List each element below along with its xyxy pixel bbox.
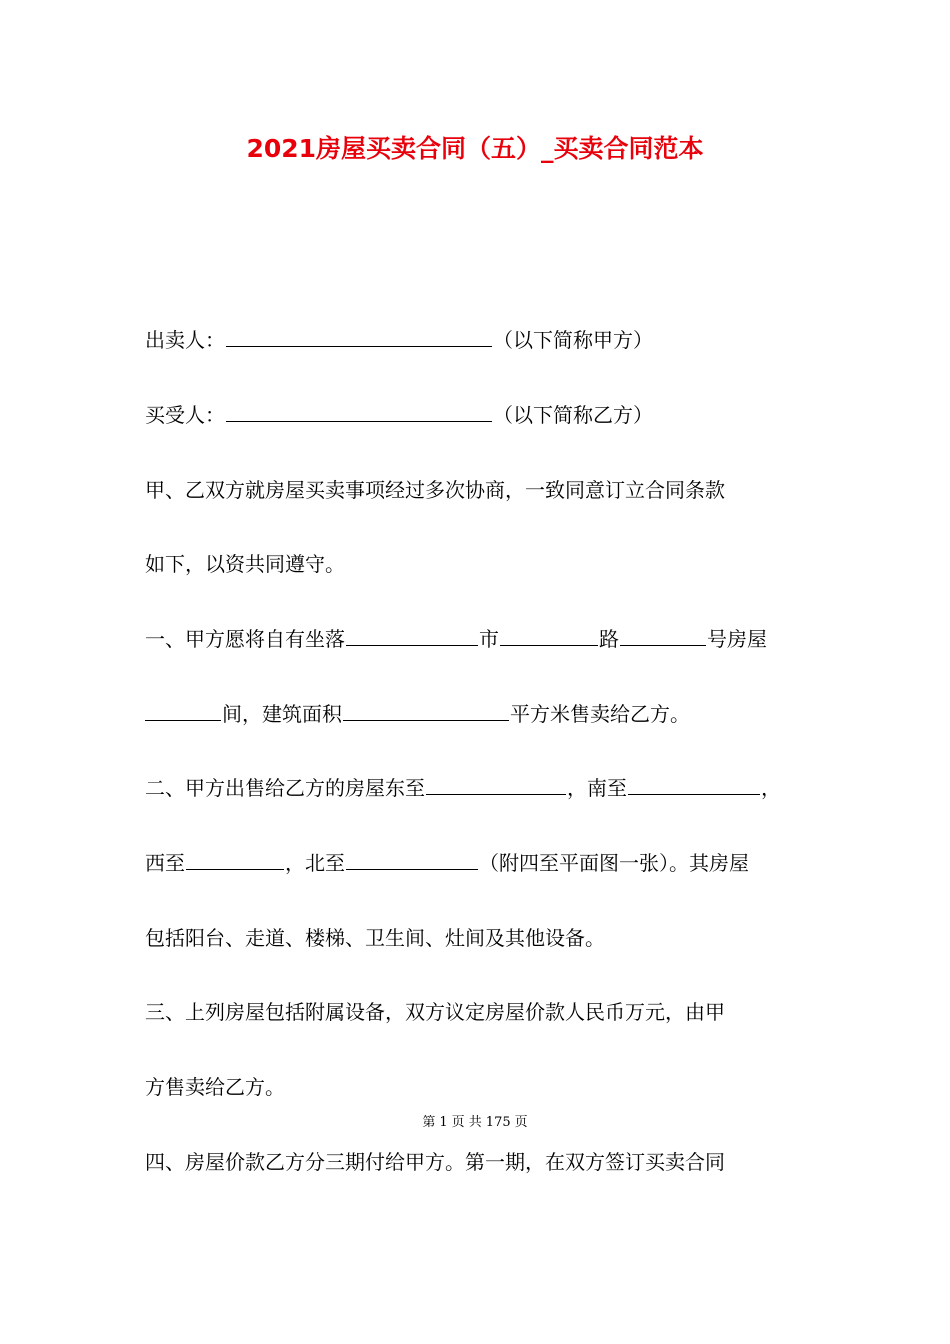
seller-suffix: （以下简称甲方） <box>493 328 653 352</box>
clause-1-text-c: 路 <box>599 627 619 651</box>
clause-2-line-1 <box>145 774 781 802</box>
clause-2-line-2 <box>145 849 749 877</box>
footer-page-number: 1 <box>439 1115 448 1130</box>
road-blank[interactable] <box>500 625 598 646</box>
clause-2-text-e: ，北至 <box>285 851 345 875</box>
buyer-line <box>145 401 653 429</box>
number-blank[interactable] <box>620 625 706 646</box>
buyer-label: 买受人： <box>145 403 225 427</box>
clause-4-line-1: 四、房屋价款乙方分三期付给甲方。第一期，在双方签订买卖合同 <box>145 1150 725 1174</box>
footer-total-pages: 175 <box>485 1115 511 1130</box>
clause-2-text-d: 西至 <box>145 851 185 875</box>
buyer-suffix: （以下简称乙方） <box>493 403 653 427</box>
clause-1-text-e: 间，建筑面积 <box>222 702 342 726</box>
footer-prefix: 第 <box>422 1115 436 1130</box>
south-blank[interactable] <box>628 774 760 795</box>
clause-1-line-1 <box>145 625 767 653</box>
east-blank[interactable] <box>426 774 566 795</box>
clause-2-text-f: （附四至平面图一张）。其房屋 <box>479 851 749 875</box>
area-blank[interactable] <box>343 700 509 721</box>
city-blank[interactable] <box>346 625 478 646</box>
seller-label: 出卖人： <box>145 328 225 352</box>
clause-3-line-1: 三、上列房屋包括附属设备，双方议定房屋价款人民币万元，由甲 <box>145 1000 725 1024</box>
clause-2-text-a: 二、甲方出售给乙方的房屋东至 <box>145 776 425 800</box>
seller-line <box>145 326 653 354</box>
clause-3-line-2: 方售卖给乙方。 <box>145 1075 285 1099</box>
footer-mid: 页 共 <box>451 1115 482 1130</box>
page-footer <box>0 1114 950 1132</box>
clause-1-text-d: 号房屋 <box>707 627 767 651</box>
intro-line-1: 甲、乙双方就房屋买卖事项经过多次协商，一致同意订立合同条款 <box>145 478 725 502</box>
clause-1-text-f: 平方米售卖给乙方。 <box>510 702 690 726</box>
intro-line-2: 如下，以资共同遵守。 <box>145 552 345 576</box>
footer-suffix: 页 <box>514 1115 528 1130</box>
north-blank[interactable] <box>346 849 478 870</box>
seller-blank[interactable] <box>226 326 492 347</box>
clause-2-text-c: ， <box>761 776 781 800</box>
clause-1-text-b: 市 <box>479 627 499 651</box>
clause-2-line-3: 包括阳台、走道、楼梯、卫生间、灶间及其他设备。 <box>145 926 605 950</box>
west-blank[interactable] <box>186 849 284 870</box>
document-title: 2021房屋买卖合同（五）_买卖合同范本 <box>246 134 704 163</box>
clause-2-text-b: ，南至 <box>567 776 627 800</box>
clause-1-line-2 <box>145 700 690 728</box>
clause-1-text-a: 一、甲方愿将自有坐落 <box>145 627 345 651</box>
rooms-blank[interactable] <box>145 700 221 721</box>
buyer-blank[interactable] <box>226 401 492 422</box>
